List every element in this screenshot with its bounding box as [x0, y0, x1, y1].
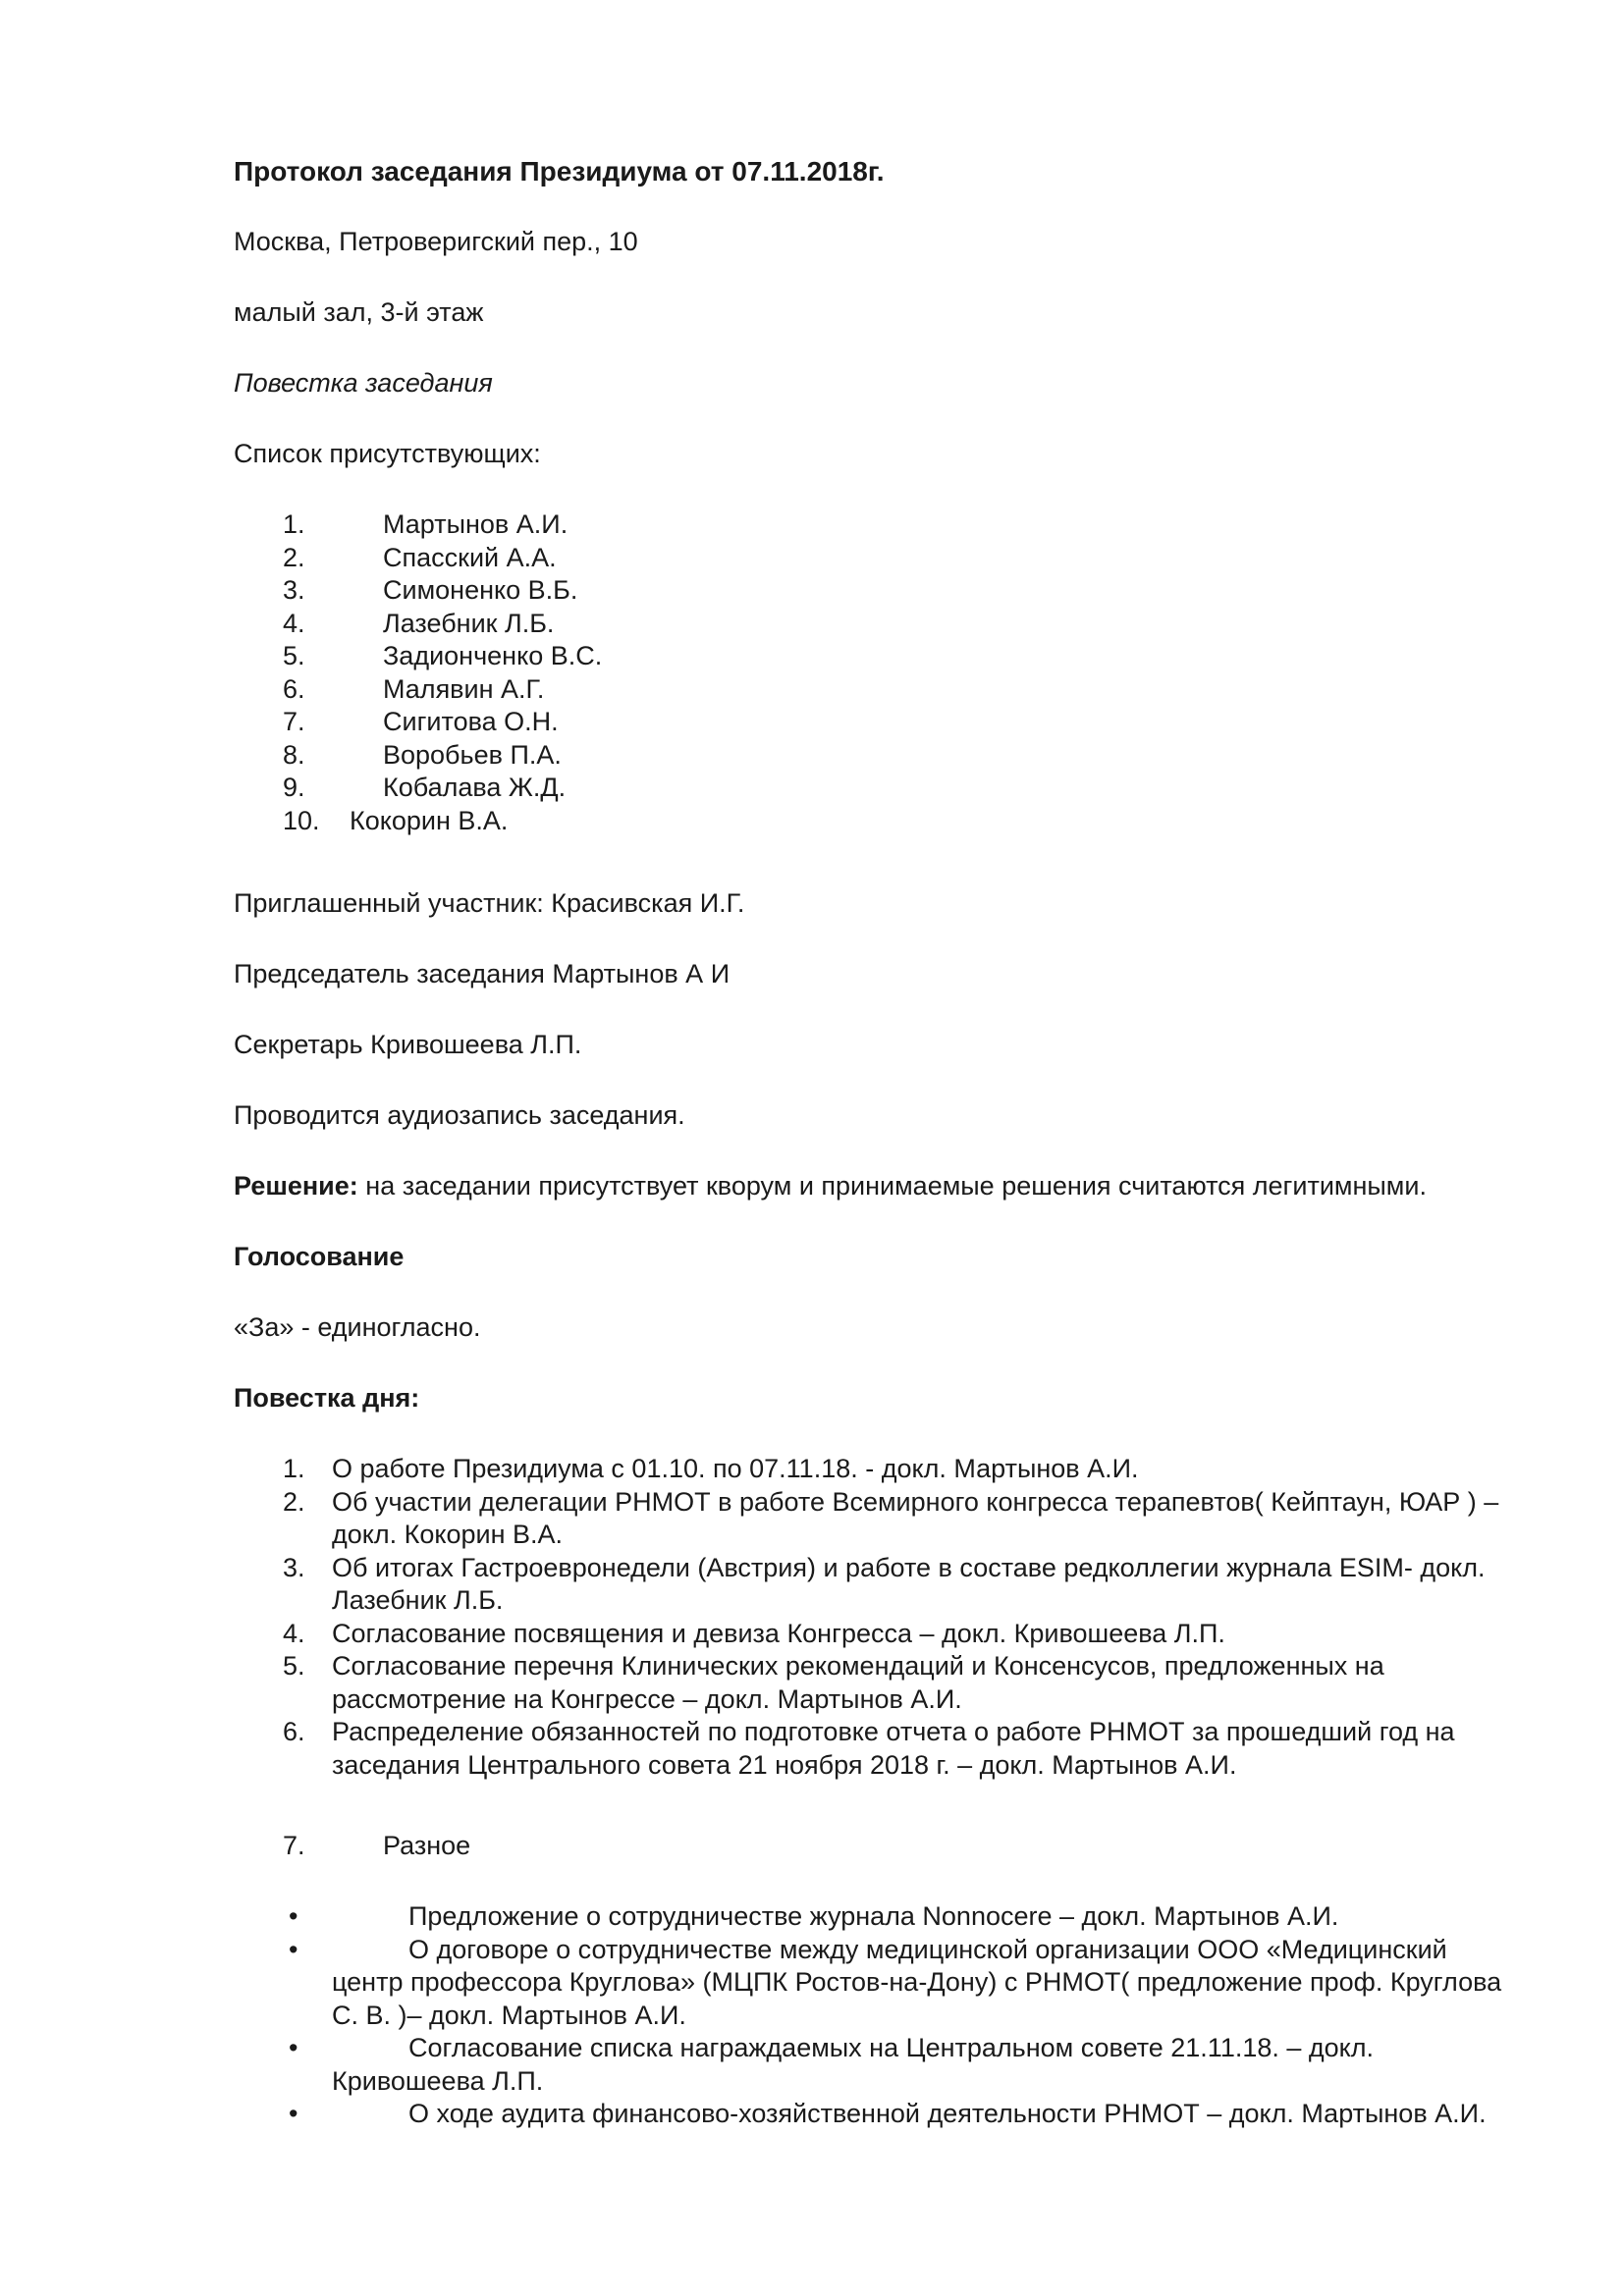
agenda-item-text: Согласование посвящения и девиза Конгресса – докл. Кривошеева Л.П.: [332, 1618, 1225, 1648]
page-title: Протокол заседания Президиума от 07.11.2018г.: [234, 156, 885, 187]
voting-label: Голосование: [234, 1242, 405, 1271]
list-item: [234, 772, 1516, 805]
list-number: 7.: [283, 1831, 305, 1860]
agenda-heading-italic: Повестка заседания: [234, 368, 493, 398]
list-item: [234, 739, 1516, 773]
attendee-name: Мартынов А.И.: [383, 509, 568, 539]
list-number: 7.: [283, 707, 305, 736]
list-item: [234, 1453, 1516, 1486]
list-item: [234, 1650, 1516, 1716]
attendee-name: Сигитова О.Н.: [383, 707, 559, 736]
attendees-label: Список присутствующих:: [234, 439, 541, 468]
agenda-item-text: Согласование перечня Клинических рекомендаций и Консенсусов, предложенных на рассмотрение на Конгрессе – докл. Мартынов А.И.: [332, 1651, 1384, 1714]
list-number: 2.: [283, 542, 305, 572]
decision: [234, 1170, 1516, 1202]
list-item: [234, 574, 1516, 608]
agenda-item-text: О работе Президиума с 01.10. по 07.11.18. - докл. Мартынов А.И.: [332, 1454, 1139, 1483]
agenda-item-text: Об итогах Гастроевронедели (Австрия) и работе в составе редколлегии журнала ESIM- докл. Лазебник Л.Б.: [332, 1552, 1486, 1615]
bullet-icon: •: [289, 2099, 298, 2128]
list-item: [234, 542, 1516, 575]
agenda-list: [234, 1453, 1516, 1782]
misc-list: [234, 1900, 1516, 2131]
attendee-name: Спасский А.А.: [383, 542, 557, 572]
attendee-name: Малявин А.Г.: [383, 673, 545, 704]
list-item: [234, 673, 1516, 707]
audio-note: Проводится аудиозапись заседания.: [234, 1100, 685, 1130]
list-number: 3.: [283, 575, 305, 605]
list-item: [234, 1486, 1516, 1552]
list-number: 3.: [283, 1552, 305, 1582]
list-number: 9.: [283, 773, 305, 802]
misc-item-text: О договоре о сотрудничестве между медицинской организации ООО «Медицинский центр профессора Круглова» (МЦПК Ростов-на-Дону) с РНМОТ( предложение проф. Круглова С. В. )– докл. Мартынов А.И.: [332, 1934, 1502, 2030]
list-item: [234, 805, 1516, 838]
list-item: [234, 1552, 1516, 1618]
agenda-item-text: Распределение обязанностей по подготовке отчета о работе РНМОТ за прошедший год на заседания Центрального совета 21 ноября 2018 г. – докл. Мартынов А.И.: [332, 1717, 1455, 1780]
list-item: [234, 1934, 1516, 2033]
list-number: 4.: [283, 1618, 305, 1648]
bullet-icon: •: [289, 2033, 298, 2062]
attendee-name: Задионченко В.С.: [383, 641, 603, 670]
list-number: 8.: [283, 739, 305, 770]
misc-item-text: Предложение о сотрудничестве журнала Nonnocere – докл. Мартынов А.И.: [408, 1901, 1339, 1931]
decision-label: Решение:: [234, 1171, 358, 1201]
voting-result: «За» - единогласно.: [234, 1312, 481, 1342]
secretary: Секретарь Кривошеева Л.П.: [234, 1030, 582, 1059]
attendee-name: Воробьев П.А.: [383, 739, 562, 770]
list-number: 6.: [283, 1717, 305, 1746]
bullet-icon: •: [289, 1901, 298, 1931]
list-item: [234, 2032, 1516, 2098]
chairman: Председатель заседания Мартынов А И: [234, 959, 731, 988]
agenda-item-text: Разное: [383, 1831, 471, 1860]
agenda-item-text: Об участии делегации РНМОТ в работе Всемирного конгресса терапевтов( Кейптаун, ЮАР ) – докл. Кокорин В.А.: [332, 1486, 1499, 1549]
list-item: [234, 1900, 1516, 1934]
agenda-label: Повестка дня:: [234, 1383, 420, 1413]
attendee-name: Кобалава Ж.Д.: [383, 773, 567, 802]
list-item: [234, 2098, 1516, 2131]
agenda-item-misc: [234, 1830, 1624, 1862]
list-number: 10.: [283, 805, 320, 835]
list-item: [234, 1716, 1516, 1782]
misc-item-text: О ходе аудита финансово-хозяйственной деятельности РНМОТ – докл. Мартынов А.И.: [408, 2099, 1487, 2128]
list-number: 1.: [283, 509, 305, 539]
room: малый зал, 3-й этаж: [234, 297, 484, 327]
misc-item-text: Согласование списка награждаемых на Центральном совете 21.11.18. – докл. Кривошеева Л.П.: [332, 2033, 1375, 2096]
list-item: [234, 1618, 1516, 1651]
list-item: [234, 608, 1516, 641]
list-item: [234, 508, 1516, 542]
list-item: [234, 706, 1516, 739]
invited-participant: Приглашенный участник: Красивская И.Г.: [234, 888, 745, 918]
list-number: 6.: [283, 673, 305, 704]
attendee-name: Кокорин В.А.: [350, 805, 509, 835]
list-item: [234, 640, 1516, 673]
list-number: 4.: [283, 608, 305, 638]
list-number: 5.: [283, 1651, 305, 1681]
list-number: 2.: [283, 1486, 305, 1517]
address: Москва, Петроверигский пер., 10: [234, 227, 638, 256]
attendee-name: Симоненко В.Б.: [383, 575, 578, 605]
list-number: 5.: [283, 641, 305, 670]
decision-text: на заседании присутствует кворум и принимаемые решения считаются легитимными.: [357, 1171, 1427, 1201]
attendee-name: Лазебник Л.Б.: [383, 608, 555, 638]
list-number: 1.: [283, 1454, 305, 1483]
bullet-icon: •: [289, 1934, 298, 1964]
attendees-list: [234, 508, 1516, 837]
